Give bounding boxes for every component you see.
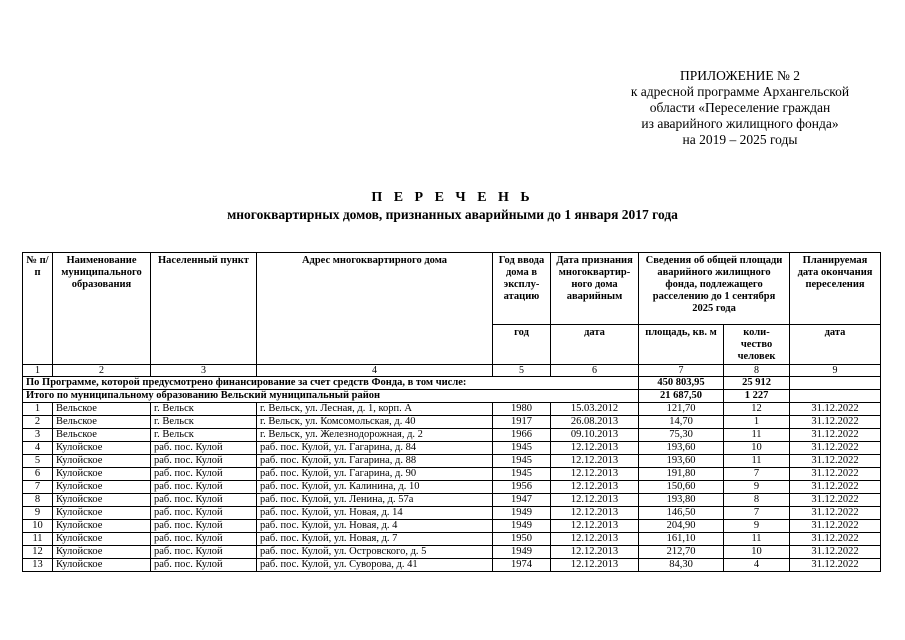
table-row	[23, 481, 881, 494]
row-address: раб. пос. Кулой, ул. Гагарина, д. 90	[257, 468, 493, 481]
header-municipality: Наименование муниципального образования	[53, 253, 151, 365]
column-number: 4	[257, 365, 493, 377]
row-planned-date: 31.12.2022	[790, 442, 881, 455]
row-people: 4	[724, 559, 790, 572]
row-address: г. Вельск, ул. Лесная, д. 1, корп. А	[257, 403, 493, 416]
header-year: Год ввода дома в эксплу- атацию	[493, 253, 551, 325]
row-people: 1	[724, 416, 790, 429]
row-number: 11	[23, 533, 53, 546]
table-row	[23, 429, 881, 442]
row-year: 1917	[493, 416, 551, 429]
row-recognition-date: 12.12.2013	[551, 520, 639, 533]
row-planned-date: 31.12.2022	[790, 533, 881, 546]
row-people: 11	[724, 533, 790, 546]
header-row	[23, 253, 881, 325]
row-year: 1950	[493, 533, 551, 546]
subheader-year: год	[493, 325, 551, 365]
row-planned-date: 31.12.2022	[790, 403, 881, 416]
row-people: 7	[724, 468, 790, 481]
document-subtitle: многоквартирных домов, признанных аварийными до 1 января 2017 года	[227, 207, 678, 222]
row-planned-date: 31.12.2022	[790, 481, 881, 494]
total-program-row	[23, 377, 881, 390]
table-row	[23, 559, 881, 572]
column-number: 5	[493, 365, 551, 377]
row-settlement: г. Вельск	[151, 429, 257, 442]
header-num: № п/п	[23, 253, 53, 365]
row-municipality: Кулойское	[53, 546, 151, 559]
row-planned-date: 31.12.2022	[790, 468, 881, 481]
row-planned-date: 31.12.2022	[790, 429, 881, 442]
row-address: раб. пос. Кулой, ул. Ленина, д. 57а	[257, 494, 493, 507]
total-program-people: 25 912	[724, 377, 790, 390]
row-municipality: Кулойское	[53, 507, 151, 520]
appendix-line: к адресной программе Архангельской	[630, 84, 850, 99]
row-number: 5	[23, 455, 53, 468]
row-planned-date: 31.12.2022	[790, 455, 881, 468]
row-planned-date: 31.12.2022	[790, 507, 881, 520]
row-settlement: раб. пос. Кулой	[151, 442, 257, 455]
row-area: 75,30	[639, 429, 724, 442]
table-row	[23, 520, 881, 533]
table-row	[23, 442, 881, 455]
row-municipality: Кулойское	[53, 533, 151, 546]
row-area: 161,10	[639, 533, 724, 546]
row-municipality: Кулойское	[53, 455, 151, 468]
row-people: 10	[724, 442, 790, 455]
total-program-empty	[790, 377, 881, 390]
column-number: 8	[724, 365, 790, 377]
total-district-label: Итого по муниципальному образованию Вельский муниципальный район	[23, 390, 639, 403]
row-planned-date: 31.12.2022	[790, 559, 881, 572]
row-address: раб. пос. Кулой, ул. Новая, д. 14	[257, 507, 493, 520]
row-recognition-date: 12.12.2013	[551, 546, 639, 559]
row-area: 150,60	[639, 481, 724, 494]
header-area-info: Сведения об общей площади аварийного жилищного фонда, подлежащего расселению до 1 сентября 2025 года	[639, 253, 790, 325]
row-settlement: раб. пос. Кулой	[151, 481, 257, 494]
header-planned-date: Планируемая дата окончания переселения	[790, 253, 881, 325]
table-row	[23, 507, 881, 520]
row-year: 1980	[493, 403, 551, 416]
row-municipality: Кулойское	[53, 468, 151, 481]
row-area: 146,50	[639, 507, 724, 520]
row-municipality: Кулойское	[53, 520, 151, 533]
total-district-empty	[790, 390, 881, 403]
table-row	[23, 416, 881, 429]
housing-table	[22, 252, 881, 572]
row-number: 6	[23, 468, 53, 481]
row-number: 2	[23, 416, 53, 429]
row-year: 1945	[493, 442, 551, 455]
row-area: 193,80	[639, 494, 724, 507]
row-people: 10	[724, 546, 790, 559]
row-planned-date: 31.12.2022	[790, 520, 881, 533]
row-year: 1949	[493, 546, 551, 559]
row-municipality: Кулойское	[53, 481, 151, 494]
appendix-header	[560, 68, 905, 148]
total-district-row	[23, 390, 881, 403]
table-row	[23, 468, 881, 481]
row-planned-date: 31.12.2022	[790, 416, 881, 429]
row-year: 1949	[493, 507, 551, 520]
row-address: раб. пос. Кулой, ул. Суворова, д. 41	[257, 559, 493, 572]
header-date-recognition: Дата признания многоквартир- ного дома аварийным	[551, 253, 639, 325]
row-people: 8	[724, 494, 790, 507]
row-people: 9	[724, 481, 790, 494]
table-row	[23, 455, 881, 468]
row-number: 12	[23, 546, 53, 559]
row-municipality: Вельское	[53, 429, 151, 442]
row-recognition-date: 15.03.2012	[551, 403, 639, 416]
row-address: раб. пос. Кулой, ул. Гагарина, д. 88	[257, 455, 493, 468]
row-recognition-date: 12.12.2013	[551, 494, 639, 507]
row-municipality: Кулойское	[53, 442, 151, 455]
subheader-planned: дата	[790, 325, 881, 365]
table-row	[23, 533, 881, 546]
column-number: 9	[790, 365, 881, 377]
row-year: 1966	[493, 429, 551, 442]
row-year: 1945	[493, 468, 551, 481]
row-people: 12	[724, 403, 790, 416]
row-recognition-date: 12.12.2013	[551, 559, 639, 572]
row-recognition-date: 12.12.2013	[551, 442, 639, 455]
header-address: Адрес многоквартирного дома	[257, 253, 493, 365]
appendix-line: области «Переселение граждан	[649, 100, 831, 115]
subheader-area: площадь, кв. м	[639, 325, 724, 365]
row-year: 1974	[493, 559, 551, 572]
row-area: 14,70	[639, 416, 724, 429]
row-area: 191,80	[639, 468, 724, 481]
row-address: раб. пос. Кулой, ул. Гагарина, д. 84	[257, 442, 493, 455]
row-address: раб. пос. Кулой, ул. Островского, д. 5	[257, 546, 493, 559]
row-planned-date: 31.12.2022	[790, 546, 881, 559]
row-people: 7	[724, 507, 790, 520]
row-people: 11	[724, 455, 790, 468]
row-recognition-date: 09.10.2013	[551, 429, 639, 442]
row-settlement: раб. пос. Кулой	[151, 533, 257, 546]
table-row	[23, 546, 881, 559]
row-area: 121,70	[639, 403, 724, 416]
column-number: 3	[151, 365, 257, 377]
row-number: 4	[23, 442, 53, 455]
table-row	[23, 403, 881, 416]
row-recognition-date: 12.12.2013	[551, 507, 639, 520]
row-area: 193,60	[639, 442, 724, 455]
row-area: 212,70	[639, 546, 724, 559]
column-number: 7	[639, 365, 724, 377]
total-district-area: 21 687,50	[639, 390, 724, 403]
row-address: раб. пос. Кулой, ул. Новая, д. 7	[257, 533, 493, 546]
total-program-label: По Программе, которой предусмотрено финансирование за счет средств Фонда, в том числе:	[23, 377, 639, 390]
row-year: 1945	[493, 455, 551, 468]
row-recognition-date: 26.08.2013	[551, 416, 639, 429]
subheader-people: коли- чество человек	[724, 325, 790, 365]
row-recognition-date: 12.12.2013	[551, 455, 639, 468]
row-municipality: Кулойское	[53, 494, 151, 507]
row-area: 204,90	[639, 520, 724, 533]
row-address: г. Вельск, ул. Железнодорожная, д. 2	[257, 429, 493, 442]
row-number: 1	[23, 403, 53, 416]
row-address: раб. пос. Кулой, ул. Новая, д. 4	[257, 520, 493, 533]
row-settlement: г. Вельск	[151, 416, 257, 429]
row-number: 9	[23, 507, 53, 520]
row-settlement: г. Вельск	[151, 403, 257, 416]
appendix-line: на 2019 – 2025 годы	[682, 132, 798, 147]
row-address: раб. пос. Кулой, ул. Калинина, д. 10	[257, 481, 493, 494]
row-municipality: Вельское	[53, 416, 151, 429]
row-number: 8	[23, 494, 53, 507]
column-number: 2	[53, 365, 151, 377]
row-address: г. Вельск, ул. Комсомольская, д. 40	[257, 416, 493, 429]
row-area: 193,60	[639, 455, 724, 468]
row-number: 13	[23, 559, 53, 572]
row-area: 84,30	[639, 559, 724, 572]
table-row	[23, 494, 881, 507]
total-district-people: 1 227	[724, 390, 790, 403]
row-planned-date: 31.12.2022	[790, 494, 881, 507]
subheader-date: дата	[551, 325, 639, 365]
row-settlement: раб. пос. Кулой	[151, 494, 257, 507]
appendix-line: ПРИЛОЖЕНИЕ № 2	[679, 68, 801, 83]
row-recognition-date: 12.12.2013	[551, 533, 639, 546]
appendix-line: из аварийного жилищного фонда»	[641, 116, 839, 131]
column-number-row	[23, 365, 881, 377]
total-program-area: 450 803,95	[639, 377, 724, 390]
row-year: 1956	[493, 481, 551, 494]
column-number: 1	[23, 365, 53, 377]
row-number: 3	[23, 429, 53, 442]
row-municipality: Вельское	[53, 403, 151, 416]
row-settlement: раб. пос. Кулой	[151, 559, 257, 572]
row-settlement: раб. пос. Кулой	[151, 546, 257, 559]
row-number: 7	[23, 481, 53, 494]
column-number: 6	[551, 365, 639, 377]
row-settlement: раб. пос. Кулой	[151, 455, 257, 468]
row-year: 1949	[493, 520, 551, 533]
row-municipality: Кулойское	[53, 559, 151, 572]
row-recognition-date: 12.12.2013	[551, 481, 639, 494]
row-settlement: раб. пос. Кулой	[151, 507, 257, 520]
row-settlement: раб. пос. Кулой	[151, 468, 257, 481]
row-year: 1947	[493, 494, 551, 507]
header-settlement: Населенный пункт	[151, 253, 257, 365]
row-number: 10	[23, 520, 53, 533]
document-title: П Е Р Е Ч Е Н Ь	[371, 190, 534, 205]
row-recognition-date: 12.12.2013	[551, 468, 639, 481]
row-settlement: раб. пос. Кулой	[151, 520, 257, 533]
row-people: 9	[724, 520, 790, 533]
row-people: 11	[724, 429, 790, 442]
